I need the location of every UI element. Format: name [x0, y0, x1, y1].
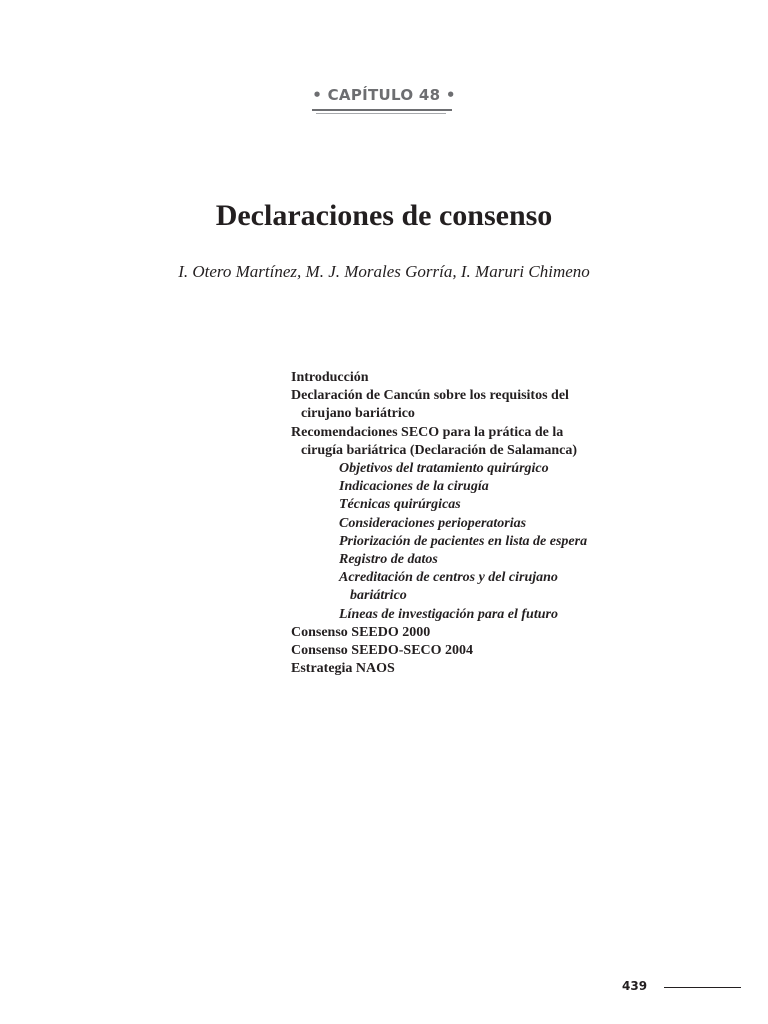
- authors: I. Otero Martínez, M. J. Morales Gorría, I. Maruri Chimeno: [178, 262, 590, 281]
- toc-item-cancun: Declaración de Cancún sobre los requisitos del: [291, 388, 569, 404]
- table-of-contents: [291, 369, 711, 678]
- toc-subitem-acreditacion: Acreditación de centros y del cirujano: [339, 570, 558, 586]
- page-number: 439: [622, 979, 648, 993]
- toc-subitem-priorizacion: Priorización de pacientes en lista de espera: [339, 533, 588, 549]
- toc-item-naos: Estrategia NAOS: [291, 661, 395, 677]
- toc-item-seco: Recomendaciones SECO para la prática de la: [291, 424, 564, 440]
- toc-item-seedo-seco-2004: Consenso SEEDO-SECO 2004: [291, 643, 474, 659]
- toc-subitem-lineas: Líneas de investigación para el futuro: [339, 606, 558, 622]
- toc-subitem-objetivos: Objetivos del tratamiento quirúrgico: [339, 461, 549, 477]
- chapter-underline-secondary: [316, 113, 446, 114]
- page-title: Declaraciones de consenso: [215, 199, 553, 232]
- toc-subitem-acreditacion-continued: bariátrico: [350, 588, 407, 604]
- toc-item-seedo-2000: Consenso SEEDO 2000: [291, 624, 431, 640]
- toc-item-introduccion: Introducción: [291, 370, 369, 385]
- toc-subitem-consideraciones: Consideraciones perioperatorias: [339, 515, 527, 531]
- chapter-underline: [312, 109, 452, 111]
- toc-subitem-tecnicas: Técnicas quirúrgicas: [339, 497, 461, 513]
- toc-item-seco-continued: cirugía bariátrica (Declaración de Salamanca): [301, 442, 578, 458]
- toc-subitem-registro: Registro de datos: [339, 552, 438, 568]
- toc-subitem-indicaciones: Indicaciones de la cirugía: [339, 479, 489, 495]
- footer-rule: [664, 987, 741, 988]
- toc-item-cancun-continued: cirujano bariátrico: [301, 406, 415, 422]
- chapter-label: • CAPÍTULO 48 •: [312, 86, 456, 104]
